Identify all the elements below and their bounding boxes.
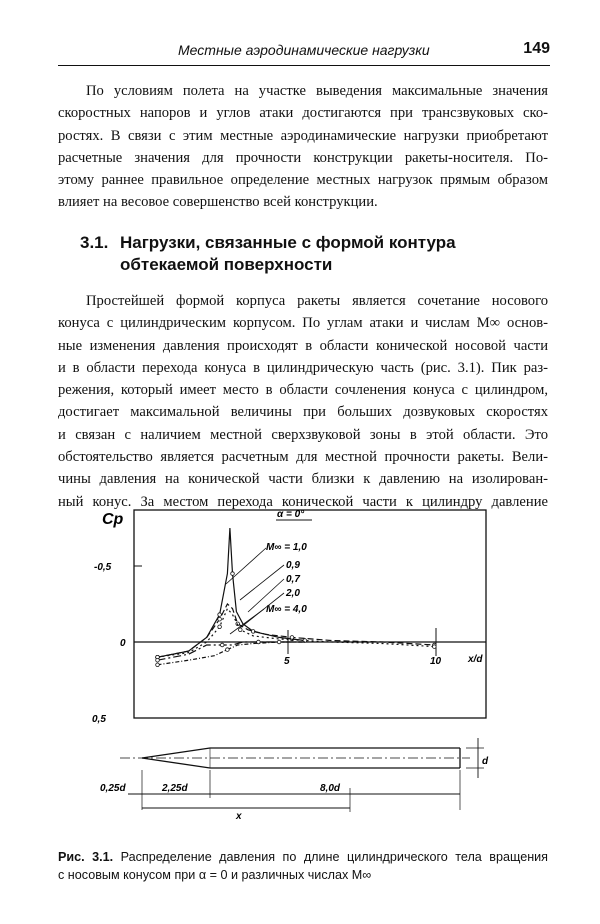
plot-frame bbox=[134, 510, 486, 718]
rocket-outline bbox=[142, 758, 460, 768]
header-rule bbox=[58, 65, 550, 66]
y-tick-label: 0 bbox=[120, 638, 126, 649]
text-line: чины давления на конической части близки к давлению на изолирован- bbox=[58, 471, 548, 488]
alpha-label: α = 0° bbox=[277, 509, 305, 520]
caption-label: Рис. 3.1. bbox=[58, 850, 114, 864]
intro-paragraph bbox=[58, 80, 548, 214]
mach-label: 0,9 bbox=[286, 560, 300, 571]
mach-label: 2,0 bbox=[286, 588, 300, 599]
dim-x-label: x bbox=[236, 811, 242, 822]
data-point bbox=[218, 625, 222, 629]
running-header bbox=[58, 38, 550, 66]
data-point bbox=[156, 658, 160, 662]
data-point bbox=[218, 617, 222, 621]
text-line: этому раннее правильное определение местных нагрузок прямым образом bbox=[58, 172, 548, 189]
text-line: ростях. В связи с этим местные аэродинамические нагрузки приобретают bbox=[58, 127, 548, 144]
label-leader bbox=[230, 609, 264, 634]
text-line: По условиям полета на участке выведения максимальные значения bbox=[86, 83, 548, 99]
dim-cyl-label: 8,0d bbox=[320, 783, 341, 794]
text-line: и связан с наличием местной сверхзвуковой зоны в этой области. Это bbox=[58, 426, 548, 443]
text-line: и в области перехода конуса в цилиндрическую часть (рис. 3.1). Пик раз- bbox=[58, 359, 548, 376]
page-number: 149 bbox=[523, 40, 550, 57]
mach-label: M∞ = 1,0 bbox=[266, 542, 307, 553]
pressure-chart bbox=[80, 488, 510, 838]
data-point bbox=[156, 663, 160, 667]
body-paragraph bbox=[58, 290, 548, 513]
data-point bbox=[277, 640, 281, 644]
text-line: достигает максимальной величины при больших дозвуковых скоростях bbox=[58, 404, 548, 421]
text-line: расчетные значения для прочности конструкции ракеты-носителя. По- bbox=[58, 149, 548, 166]
data-point bbox=[226, 648, 230, 652]
data-point bbox=[220, 643, 224, 647]
label-leader bbox=[240, 565, 284, 600]
y-axis-label: Cp bbox=[102, 511, 124, 528]
data-point bbox=[231, 572, 235, 576]
section-title-line1: Нагрузки, связанные с формой контура bbox=[120, 233, 456, 252]
cp-curve-3 bbox=[158, 642, 305, 660]
x-tick-label: 10 bbox=[430, 656, 442, 667]
rocket-body bbox=[120, 748, 470, 768]
x-axis-label: x/d bbox=[468, 654, 483, 665]
running-title: Местные аэродинамические нагрузки bbox=[178, 42, 430, 58]
text-line: скоростных напоров и углов атаки достигаются при трансзвуковых ско- bbox=[58, 105, 548, 122]
section-number: 3.1. bbox=[80, 233, 109, 252]
mach-label: 0,7 bbox=[286, 574, 300, 585]
text-line: влияет на весовое совершенство всей конструкции. bbox=[58, 194, 378, 211]
data-point bbox=[218, 613, 222, 617]
text-line: ный конус. За местом перехода конической части к цилиндру давление bbox=[58, 493, 548, 510]
data-point bbox=[433, 645, 437, 649]
text-line: конуса с цилиндрическим корпусом. По углам атаки и числам M∞ основ- bbox=[58, 315, 548, 332]
section-heading bbox=[80, 232, 520, 276]
text-line: Простейшей формой корпуса ракеты является сочетание носового bbox=[86, 293, 548, 309]
x-tick-label: 5 bbox=[284, 656, 290, 667]
text-line: обстоятельство является расчетным для местной прочности ракеты. Вели- bbox=[58, 449, 548, 466]
mach-label: M∞ = 4,0 bbox=[266, 604, 307, 615]
figure-3-1 bbox=[80, 488, 510, 838]
y-tick-label: 0,5 bbox=[92, 714, 106, 725]
dim-cone-label: 2,25d bbox=[162, 783, 188, 794]
dim-nose-label: 0,25d bbox=[100, 783, 126, 794]
cp-curve-2 bbox=[158, 609, 435, 658]
caption-line1: Распределение давления по длине цилиндрического тела вращения bbox=[120, 850, 549, 864]
section-title-line2: обтекаемой поверхности bbox=[120, 255, 333, 274]
dimension-lines bbox=[100, 738, 489, 822]
text-line: ные изменения давления происходят в области конической носовой части bbox=[58, 337, 548, 354]
figure-caption bbox=[58, 848, 548, 884]
caption-line2: с носовым конусом при α = 0 и различных числах M∞ bbox=[58, 868, 372, 882]
y-tick-label: -0,5 bbox=[94, 562, 112, 573]
dim-d-label: d bbox=[482, 756, 489, 767]
data-point bbox=[290, 636, 294, 640]
data-point bbox=[239, 628, 243, 632]
text-line: режения, который имеет место в области сочленения конуса с цилиндром, bbox=[58, 382, 548, 399]
rocket-outline bbox=[142, 748, 460, 758]
